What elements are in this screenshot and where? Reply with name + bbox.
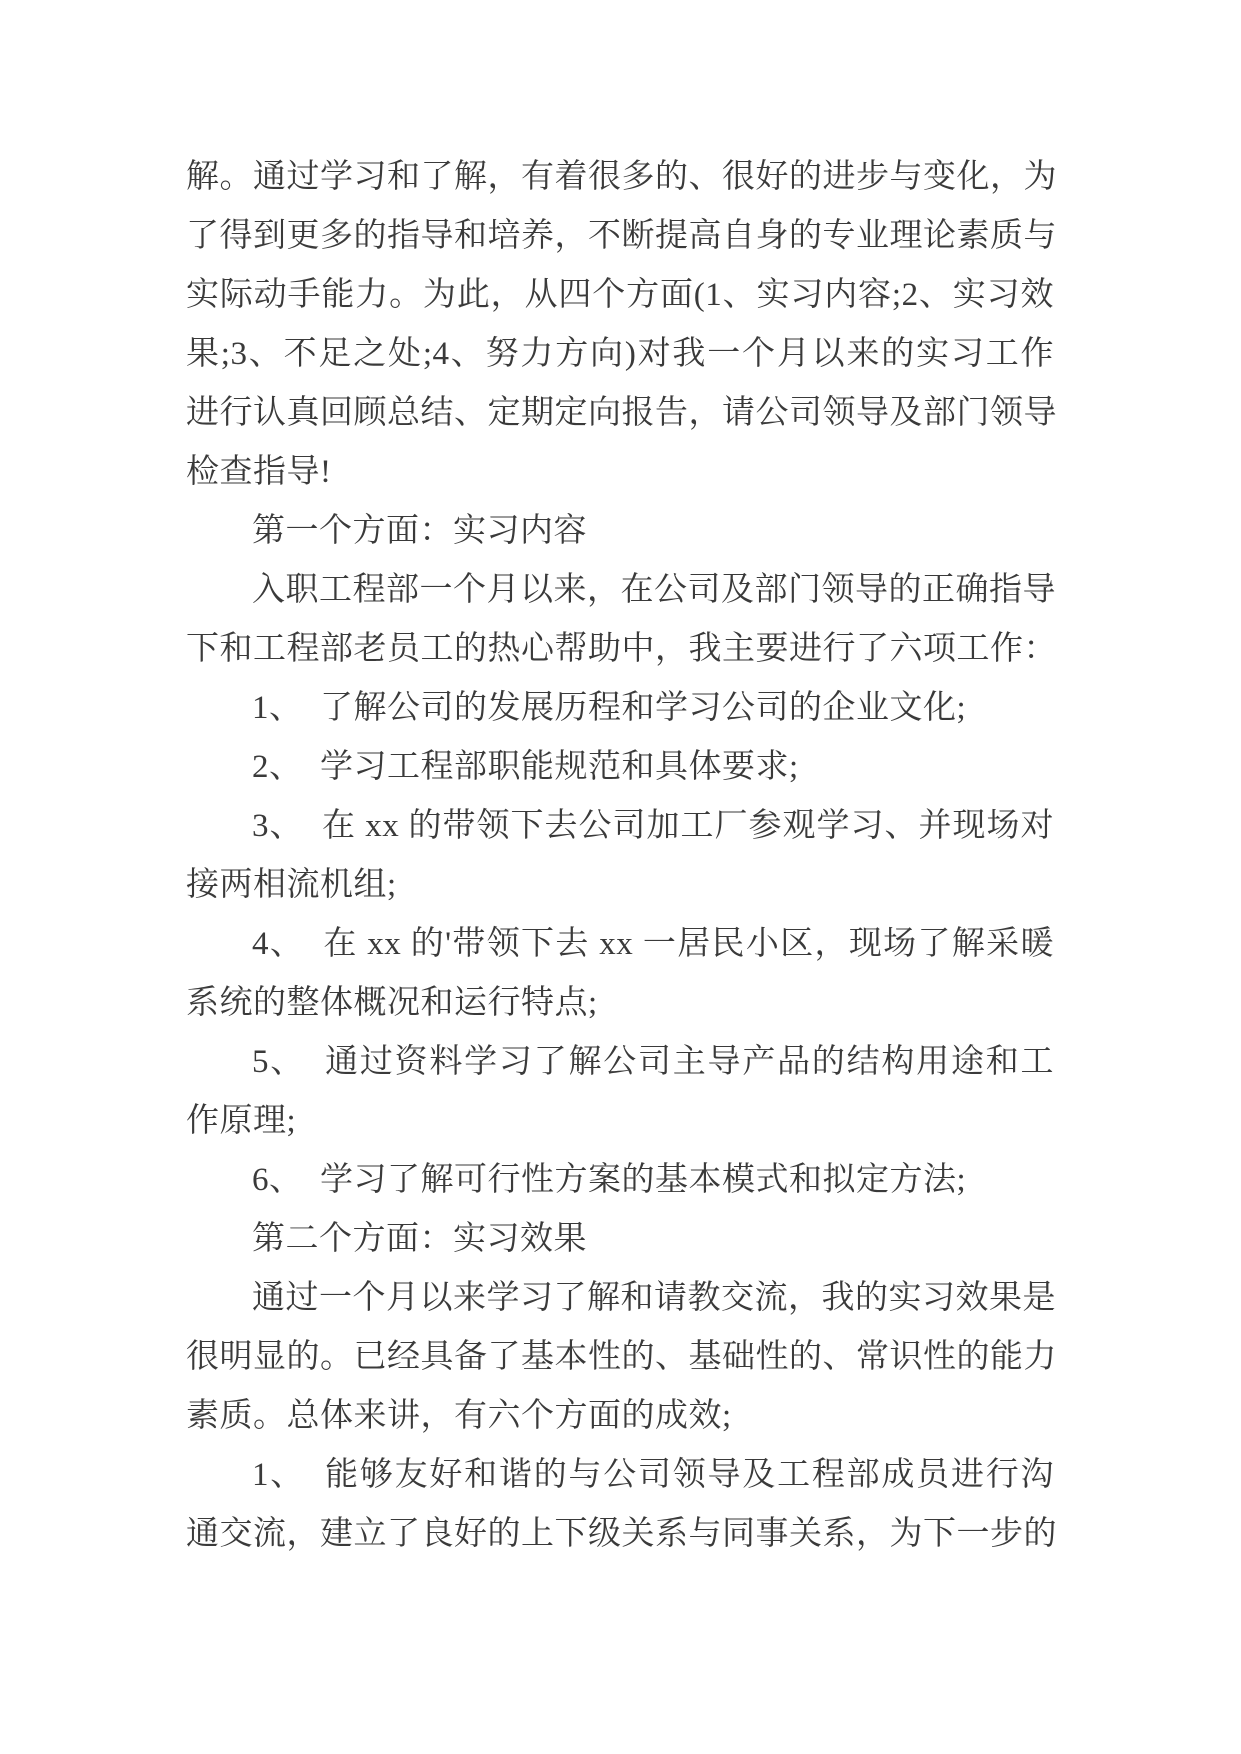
- text-line: 通交流，建立了良好的上下级关系与同事关系，为下一步的: [186, 1516, 1057, 1552]
- text-line: 作原理;: [186, 1103, 297, 1139]
- text-line: 6、 学习了解可行性方案的基本模式和拟定方法;: [252, 1162, 967, 1198]
- text-line: 第二个方面：实习效果: [252, 1221, 587, 1257]
- text-line: 下和工程部老员工的热心帮助中，我主要进行了六项工作：: [186, 631, 1057, 667]
- text-line: 通过一个月以来学习了解和请教交流，我的实习效果是: [252, 1280, 1056, 1316]
- text-line: 实际动手能力。为此，从四个方面(1、实习内容;2、实习效: [186, 277, 1054, 313]
- text-line: 第一个方面：实习内容: [252, 513, 587, 549]
- text-line: 很明显的。已经具备了基本性的、基础性的、常识性的能力: [186, 1339, 1057, 1375]
- text-line: 接两相流机组;: [186, 867, 397, 903]
- text-line: 系统的整体概况和运行特点;: [186, 985, 598, 1021]
- text-line: 进行认真回顾总结、定期定向报告，请公司领导及部门领导: [186, 395, 1057, 431]
- text-line: 入职工程部一个月以来，在公司及部门领导的正确指导: [252, 572, 1056, 608]
- text-line: 果;3、不足之处;4、努力方向)对我一个月以来的实习工作: [186, 336, 1054, 372]
- text-line: 3、 在 xx 的带领下去公司加工厂参观学习、并现场对: [252, 808, 1054, 844]
- text-line: 4、 在 xx 的'带领下去 xx 一居民小区，现场了解采暖: [252, 926, 1054, 962]
- text-line: 了得到更多的指导和培养，不断提高自身的专业理论素质与: [186, 218, 1057, 254]
- text-line: 1、 能够友好和谐的与公司领导及工程部成员进行沟: [252, 1457, 1054, 1493]
- text-line: 检查指导!: [186, 454, 332, 490]
- text-line: 素质。总体来讲，有六个方面的成效;: [186, 1398, 732, 1434]
- text-line: 2、 学习工程部职能规范和具体要求;: [252, 749, 799, 785]
- text-line: 解。通过学习和了解，有着很多的、很好的进步与变化，为: [186, 159, 1057, 195]
- document-body: [186, 148, 1057, 1564]
- text-line: 5、 通过资料学习了解公司主导产品的结构用途和工: [252, 1044, 1054, 1080]
- text-line: 1、 了解公司的发展历程和学习公司的企业文化;: [252, 690, 967, 726]
